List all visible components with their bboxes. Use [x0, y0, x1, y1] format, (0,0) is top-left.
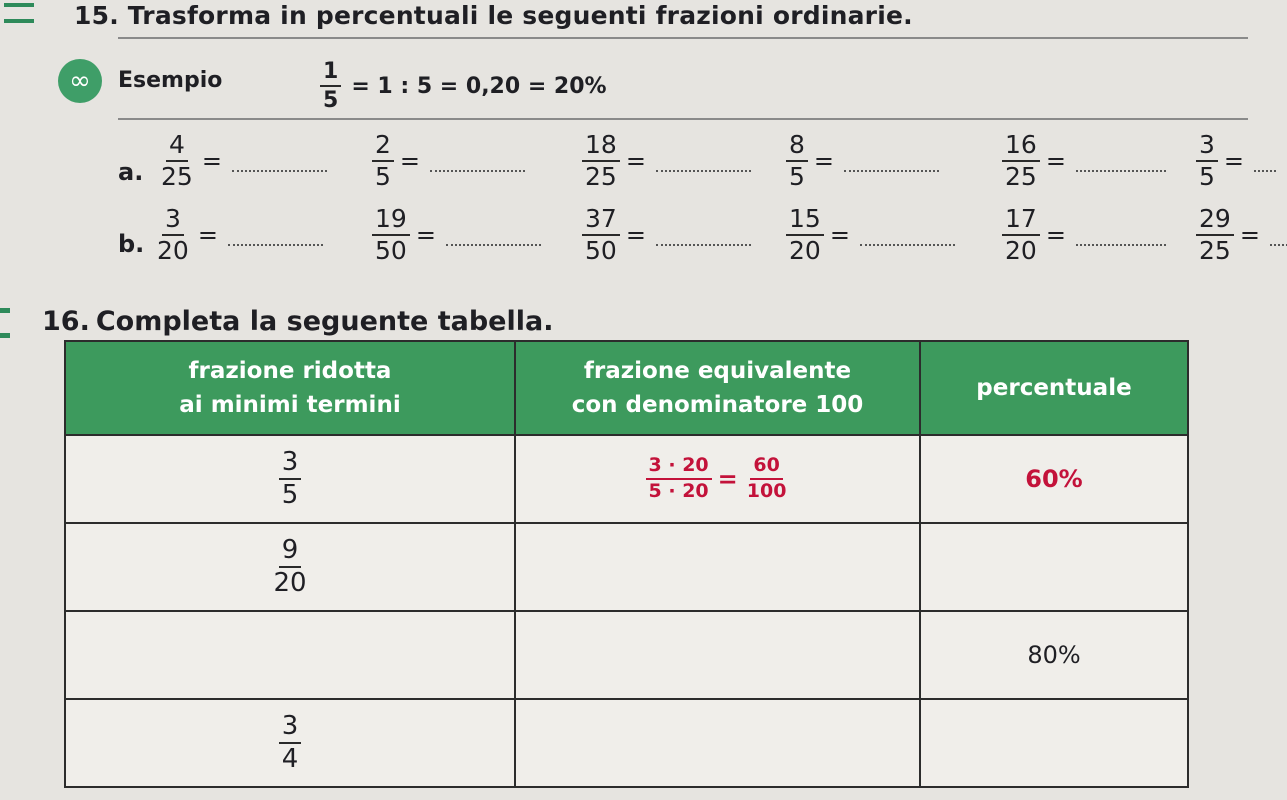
table-row	[65, 523, 1188, 611]
equals-sign: =	[1239, 221, 1260, 250]
answer-blank[interactable]	[232, 160, 327, 172]
exercise-item	[372, 206, 541, 265]
answer-blank[interactable]	[1076, 160, 1166, 172]
equals-sign: =	[1223, 147, 1245, 176]
equals-sign: =	[813, 147, 835, 176]
header-percentage: percentuale	[920, 341, 1188, 435]
row-b-label: b.	[118, 230, 145, 258]
fraction: $\frac{29}{25}$	[1196, 206, 1234, 265]
divider	[118, 37, 1248, 39]
answer-blank[interactable]	[1254, 160, 1276, 172]
equals-sign: =	[201, 147, 222, 176]
answer-blank[interactable]	[1076, 234, 1166, 246]
cell-equivalent-fraction[interactable]	[515, 523, 920, 611]
exercise-number: 15.	[74, 1, 119, 30]
equals-sign: =	[399, 147, 421, 176]
header-equivalent-fraction: frazione equivalente con denominatore 100	[515, 341, 920, 435]
answer-blank[interactable]	[656, 160, 751, 172]
fraction: $\frac{18}{25}$	[582, 132, 620, 191]
answer-blank[interactable]	[656, 234, 751, 246]
cell-percentage[interactable]	[920, 523, 1188, 611]
fractions-table	[64, 340, 1189, 788]
exercise-16-title: 16. Completa la seguente tabella.	[42, 306, 554, 337]
fraction: $\frac{4}{25}$	[161, 130, 193, 192]
example-label: Esempio	[118, 68, 223, 93]
cell-reduced-fraction[interactable]	[65, 699, 515, 787]
exercise-item	[158, 132, 327, 191]
section-marker-icon	[4, 3, 34, 23]
exercise-15-title	[74, 1, 913, 30]
cell-percentage[interactable]: 60%	[920, 435, 1188, 523]
exercise-item	[154, 206, 323, 265]
fraction: $\frac{3}{5}$	[1196, 132, 1218, 191]
fraction: $\frac{19}{50}$	[372, 206, 410, 265]
exercise-item	[1002, 206, 1166, 265]
fraction: $\frac{8}{5}$	[786, 132, 808, 191]
table-row	[65, 699, 1188, 787]
example-fraction: $\frac{1}{5}$	[320, 60, 341, 112]
cell-equivalent-fraction[interactable]	[515, 611, 920, 699]
answer-blank[interactable]	[844, 160, 939, 172]
header-reduced-fraction: frazione ridotta ai minimi termini	[65, 341, 515, 435]
table-header-row	[65, 341, 1188, 435]
fraction: $\frac{17}{20}$	[1002, 206, 1040, 265]
exercise-item	[786, 206, 955, 265]
example-icon: ∞	[58, 59, 102, 103]
table-row	[65, 611, 1188, 699]
equivalent-fraction-answer: $\frac{3 \cdot 20}{5 \cdot 20}$ = $\frac{60}{100}$	[516, 456, 919, 502]
reduced-fraction: $\frac{3}{5}$	[279, 449, 302, 510]
cell-equivalent-fraction[interactable]	[515, 699, 920, 787]
fraction: $\frac{2}{5}$	[372, 132, 394, 191]
example-equation	[320, 60, 607, 112]
cell-reduced-fraction[interactable]	[65, 523, 515, 611]
equals-sign: =	[829, 221, 850, 250]
exercise-item	[372, 132, 525, 191]
equals-sign: =	[625, 221, 646, 250]
answer-blank[interactable]	[1270, 234, 1287, 246]
cell-reduced-fraction[interactable]	[65, 611, 515, 699]
row-a-label: a.	[118, 158, 144, 186]
section-marker-icon	[0, 308, 10, 338]
exercise-item	[1196, 132, 1276, 191]
cell-equivalent-fraction[interactable]	[515, 435, 920, 523]
equals-sign: =	[1045, 147, 1066, 176]
answer-blank[interactable]	[430, 160, 525, 172]
cell-percentage[interactable]: 80%	[920, 611, 1188, 699]
cell-reduced-fraction[interactable]	[65, 435, 515, 523]
equals-sign: =	[625, 147, 646, 176]
reduced-fraction: $\frac{9}{20}$	[273, 534, 307, 598]
table-row	[65, 435, 1188, 523]
answer-blank[interactable]	[860, 234, 955, 246]
exercise-item	[582, 132, 751, 191]
equals-sign: =	[1045, 221, 1066, 250]
exercise-item	[582, 206, 751, 265]
exercise-item	[1196, 206, 1287, 265]
fraction: $\frac{3}{20}$	[157, 204, 189, 266]
equals-sign: =	[415, 221, 436, 250]
fraction: $\frac{16}{25}$	[1002, 132, 1040, 191]
fraction: $\frac{15}{20}$	[786, 206, 824, 265]
answer-blank[interactable]	[228, 234, 323, 246]
exercise-item	[786, 132, 939, 191]
equals-sign: =	[197, 221, 218, 250]
example-result: = 1 : 5 = 0,20 = 20%	[351, 73, 607, 99]
answer-blank[interactable]	[446, 234, 541, 246]
exercise-item	[1002, 132, 1166, 191]
divider	[118, 118, 1248, 120]
exercise-text: Trasforma in percentuali le seguenti frazioni ordinarie.	[127, 1, 913, 30]
reduced-fraction: $\frac{3}{4}$	[279, 713, 302, 774]
fraction: $\frac{37}{50}$	[582, 206, 620, 265]
cell-percentage[interactable]	[920, 699, 1188, 787]
